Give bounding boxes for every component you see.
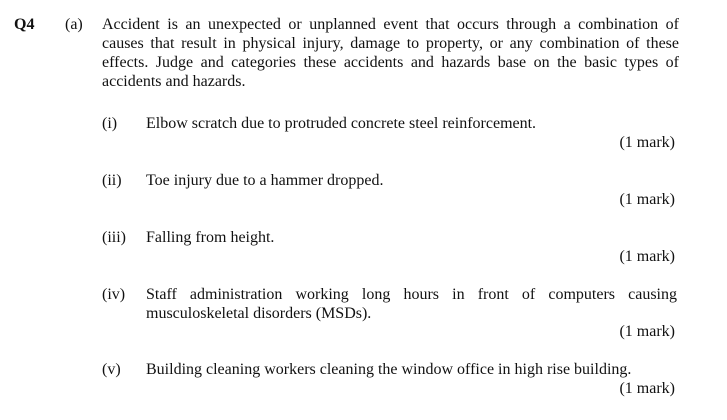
item-label: (v) <box>102 361 121 378</box>
item-label: (i) <box>102 115 118 132</box>
item-mark: (1 mark) <box>619 248 675 265</box>
item-text: Elbow scratch due to protruded concrete steel reinforcement. <box>146 115 537 132</box>
item-mark: (1 mark) <box>619 323 675 340</box>
item-text: Falling from height. <box>146 229 275 246</box>
item-text: Staff administration working long hours in front of computers causing musculoskeletal disorders (MSDs). <box>146 286 677 322</box>
item-mark: (1 mark) <box>619 380 675 397</box>
item-text: Toe injury due to a hammer dropped. <box>146 172 384 189</box>
item-mark: (1 mark) <box>619 191 675 208</box>
part-label: (a) <box>65 16 83 33</box>
item-label: (iii) <box>102 229 126 246</box>
question-number: Q4 <box>14 16 35 33</box>
item-label: (iv) <box>102 286 126 303</box>
item-label: (ii) <box>102 172 122 189</box>
question-stem: Accident is an unexpected or unplanned event that occurs through a combination of causes that result in physical injury, damage to property, or any combination of these effects. Judge and categories these accidents and hazards base on the basic types of accidents and hazards. <box>102 16 679 90</box>
item-text: Building cleaning workers cleaning the window office in high rise building. <box>146 361 632 378</box>
item-mark: (1 mark) <box>619 134 675 151</box>
